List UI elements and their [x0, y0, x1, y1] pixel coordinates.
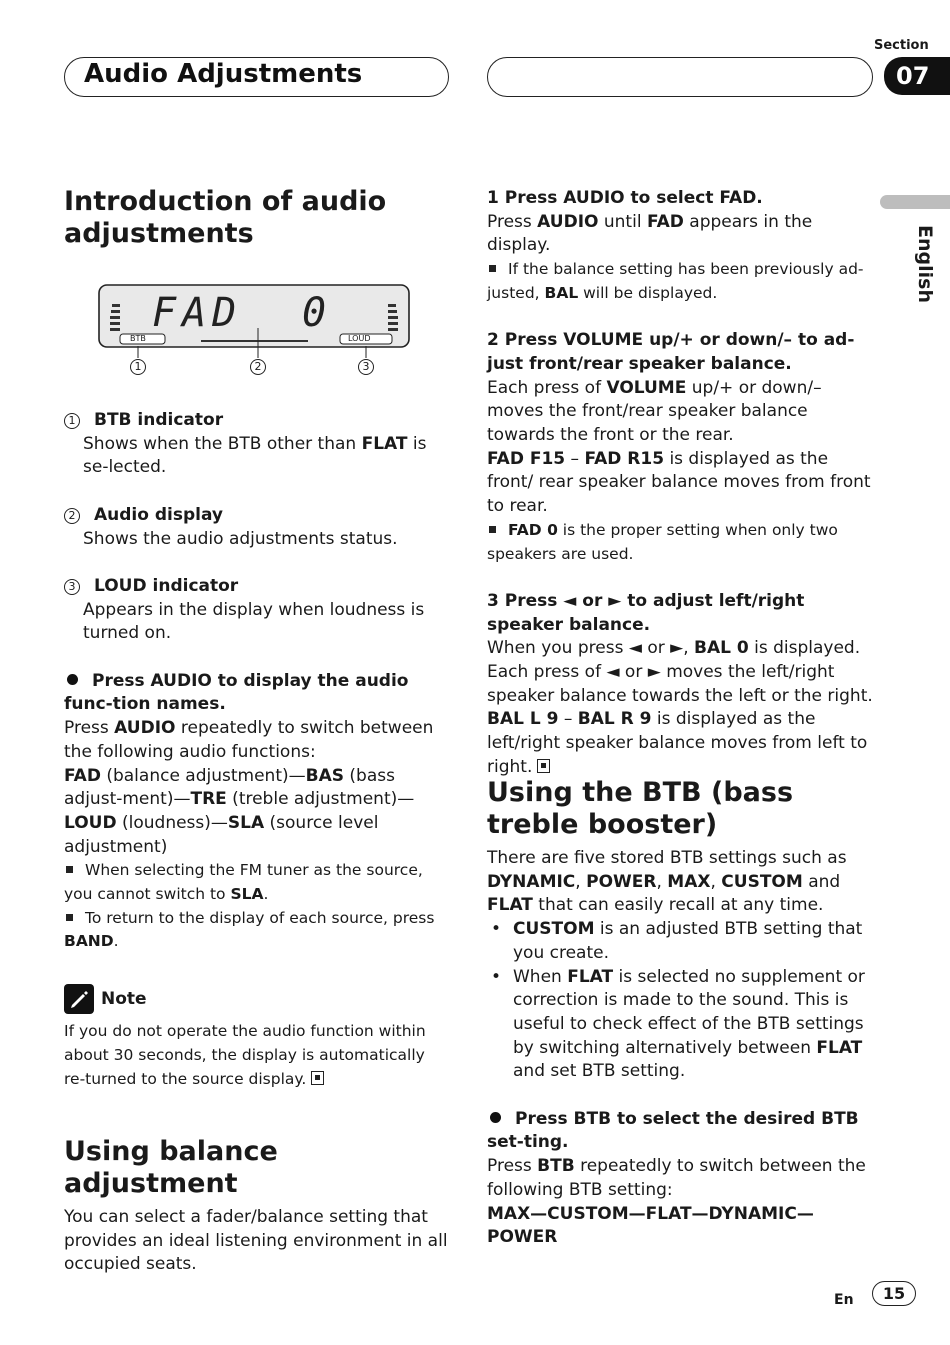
step2-text [487, 448, 875, 519]
text-run: POWER [586, 871, 657, 892]
step1-text [487, 211, 875, 258]
page-number-frame [872, 1281, 916, 1306]
step3-text [487, 637, 875, 661]
text-run: SLA [230, 885, 264, 904]
text-run: SLA [227, 812, 265, 833]
text-run: appears in the display. [487, 211, 813, 256]
text-run: – [558, 709, 578, 730]
text-run: – [565, 448, 585, 469]
text-run: FAD [646, 211, 684, 232]
text-run: FAD [64, 765, 101, 786]
language-tab-label: English [914, 225, 936, 303]
bullet-dot [490, 1112, 501, 1123]
step3-text: Each press of ◄ or ► moves the left/right speaker balance towards the left or the right. [487, 662, 873, 706]
callout-2: 2 [250, 359, 266, 375]
text-run: LOUD [64, 812, 117, 833]
text-run: AUDIO [114, 718, 176, 739]
text-run: FAD F15 [487, 448, 566, 469]
text-run: (balance adjustment)— [100, 765, 306, 786]
display-text-fad: FAD [152, 290, 243, 336]
section-end-icon [537, 759, 550, 773]
text-run: Press [64, 718, 115, 739]
btb-bullet [487, 966, 875, 1085]
text-run: will be displayed. [578, 283, 718, 302]
text-run: repeatedly to switch between the following audio functions: [64, 718, 434, 762]
text-run: CUSTOM [513, 919, 595, 940]
square-bullet-icon [66, 866, 73, 873]
loud-tag: LOUD [348, 334, 371, 343]
text-run: When you press ◄ or ►, [487, 638, 694, 659]
item-number: 1 [64, 413, 80, 429]
section-number: 07 [896, 62, 930, 90]
right-column [487, 187, 875, 780]
step2-heading: 2 Press VOLUME up/+ or down/– to ad-just front/rear speaker balance. [487, 330, 855, 374]
page-number: 15 [882, 1284, 906, 1303]
text-run: repeatedly to switch between the following BTB setting: [487, 1156, 866, 1200]
text-run: VOLUME [606, 377, 687, 398]
text-run: BAL L 9 [487, 709, 559, 730]
text-run: Press [487, 211, 538, 232]
section-number-badge [884, 57, 950, 95]
text-run: BAL 0 [694, 638, 749, 659]
text-run: FLAT [816, 1037, 863, 1058]
btb-press-text [487, 1155, 875, 1202]
btb-heading: Using the BTB (bass treble booster) [487, 777, 794, 840]
text-run: MAX [667, 871, 711, 892]
text-run: FAD R15 [584, 448, 665, 469]
text-run: . [263, 885, 269, 904]
text-run: (bass adjust-ment)— [64, 765, 395, 810]
text-run: When selecting the FM tuner as the source, you cannot switch to [64, 861, 423, 904]
item-body-bold: FLAT [361, 433, 408, 454]
square-bullet-icon [489, 265, 496, 272]
display-text-value: 0 [302, 290, 327, 336]
btb-sequence: MAX—CUSTOM—FLAT—DYNAMIC— POWER [487, 1203, 814, 1248]
text-run: To return to the display of each source, press [85, 908, 435, 927]
item-title: BTB indicator [94, 410, 224, 430]
text-run: is an adjusted BTB setting that you create. [513, 919, 863, 963]
text-run: , [575, 871, 587, 892]
section-end-icon [311, 1071, 324, 1085]
balance-heading: Using balance adjustment [64, 1136, 278, 1199]
item-body: Shows the audio adjustments status. [83, 528, 398, 549]
btb-tag: BTB [130, 334, 146, 343]
text-run: FAD 0 [508, 520, 558, 539]
text-run: If the balance setting has been previously ad-justed, [487, 260, 864, 302]
callout-3: 3 [358, 359, 374, 375]
text-run: BAL [544, 283, 579, 302]
callout-1: 1 [130, 359, 146, 375]
text-run: , [710, 871, 722, 892]
btb-bullet [487, 918, 875, 965]
step3-text [487, 708, 875, 779]
item-body: is se-lected. [83, 433, 427, 478]
text-run: . [113, 932, 119, 951]
page-header-title: Audio Adjustments [84, 59, 363, 89]
text-run: FLAT [567, 966, 614, 987]
text-run: FLAT [487, 895, 533, 916]
bullet-dot [67, 674, 78, 685]
note-label: Note [101, 989, 147, 1010]
step1-note [487, 258, 875, 305]
press-audio-text [64, 717, 449, 764]
text-run: that can easily recall at any time. [532, 895, 824, 916]
text-run: and [802, 871, 841, 892]
text-run: until [598, 211, 647, 232]
item-body: Appears in the display when loudness is turned on. [83, 599, 425, 644]
text-run: Press [487, 1156, 538, 1177]
text-run: , [656, 871, 668, 892]
text-run: CUSTOM [721, 871, 803, 892]
item-title: LOUD indicator [94, 575, 239, 596]
square-bullet-icon [489, 526, 496, 533]
square-bullet-icon [66, 914, 73, 921]
item-body: Shows when the BTB other than [83, 433, 362, 454]
text-run: AUDIO [537, 211, 599, 232]
btb-section [487, 777, 875, 1250]
note-text: If you do not operate the audio function within about 30 seconds, the display is automatically re-turned to the source display. [64, 1022, 426, 1088]
text-run: is displayed. [748, 638, 861, 659]
step1-heading: 1 Press AUDIO to select FAD. [487, 188, 763, 208]
text-run: BTB [537, 1156, 575, 1177]
balance-section [64, 1136, 449, 1277]
left-column [64, 186, 454, 250]
text-run: There are five stored BTB settings such as [487, 848, 847, 868]
btb-press-heading: Press BTB to select the desired BTB set-ting. [487, 1108, 859, 1153]
step2-note [487, 519, 875, 566]
item-number: 3 [64, 579, 80, 595]
press-audio-heading: Press AUDIO to display the audio func-tion names. [64, 670, 409, 715]
item-title: Audio display [94, 504, 223, 525]
audio-display-illustration [98, 284, 410, 379]
text-run: BAS [305, 765, 344, 786]
text-run: and set BTB setting. [513, 1061, 686, 1082]
text-run: is displayed as the front/ rear speaker balance moves from front to rear. [487, 448, 871, 517]
btb-intro [487, 847, 875, 918]
item-number: 2 [64, 508, 80, 524]
header-blank-frame [487, 57, 873, 97]
note-pencil-icon [64, 984, 94, 1014]
text-run: is displayed as the left/right speaker balance moves from left to right. [487, 709, 868, 777]
sub-note [64, 907, 449, 954]
intro-heading: Introduction of audio adjustments [64, 186, 387, 249]
text-run: Each press of [487, 377, 607, 398]
text-run: When [513, 966, 568, 987]
step3-heading: 3 Press ◄ or ► to adjust left/right speaker balance. [487, 590, 805, 635]
text-run: BAL R 9 [577, 709, 652, 730]
step2-text [487, 377, 875, 448]
footer-lang: En [834, 1292, 854, 1308]
text-run: DYNAMIC [487, 871, 576, 892]
text-run: BAND [64, 932, 114, 951]
sub-note [64, 859, 449, 906]
section-label: Section [874, 38, 929, 53]
text-run: is the proper setting when only two speakers are used. [487, 520, 838, 563]
balance-text: You can select a fader/balance setting that provides an ideal listening environment in all occupied seats. [64, 1207, 448, 1275]
text-run: is selected no supplement or correction is made to the sound. This is useful to check effect of the BTB settings by switching alternatively between [513, 966, 865, 1058]
text-run: (treble adjustment)— [226, 789, 415, 810]
left-column-body [64, 409, 449, 1091]
text-run: up/+ or down/– moves the front/rear speaker balance towards the front or the rear. [487, 377, 822, 446]
audio-function-list [64, 765, 449, 860]
text-run: TRE [190, 789, 227, 810]
text-run: (source level adjustment) [64, 812, 379, 857]
text-run: (loudness)— [116, 812, 228, 833]
language-tab-marker [880, 195, 950, 209]
